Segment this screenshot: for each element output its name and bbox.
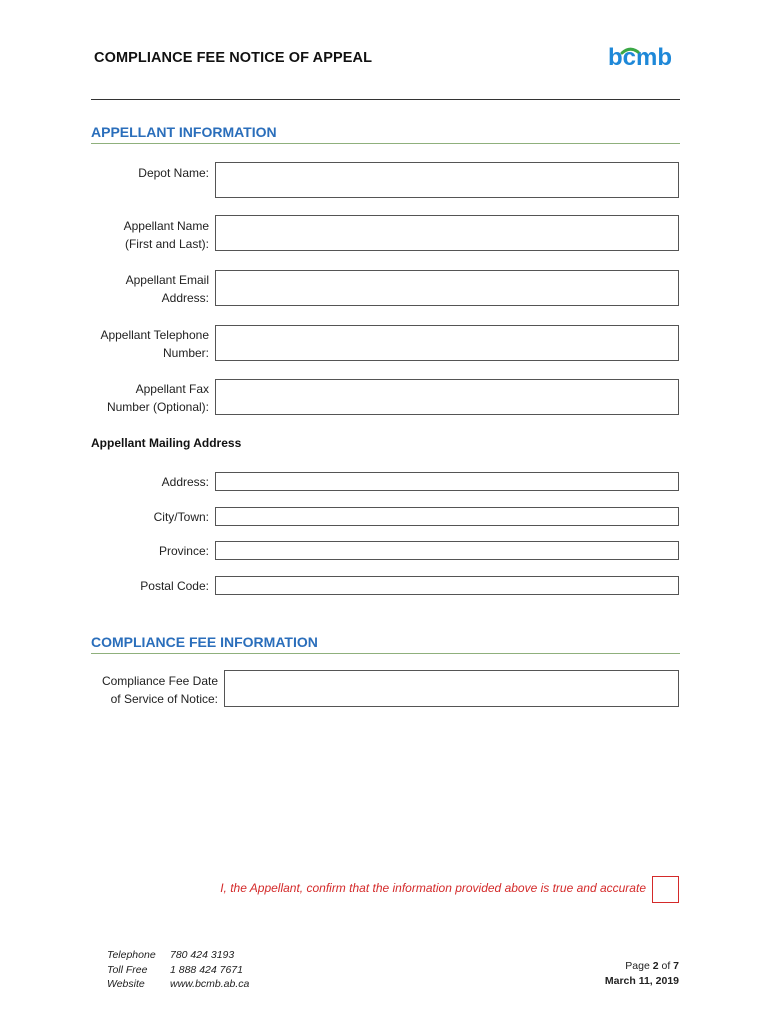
revision-date: March 11, 2019: [604, 974, 679, 987]
document-title: COMPLIANCE FEE NOTICE OF APPEAL: [94, 50, 373, 66]
confirmation-text: I, the Appellant, confirm that the information provided above is true and accurate: [220, 881, 646, 895]
footer-website-row: [107, 977, 249, 992]
website-link[interactable]: www.bcmb.ab.ca: [170, 978, 250, 990]
logo-text: bcmb: [608, 44, 673, 70]
appellant-email-label: Appellant Email Address:: [125, 273, 209, 305]
tollfree-label: Toll Free: [107, 963, 148, 976]
depot-name-label: Depot Name:: [138, 166, 209, 180]
province-label: Province:: [158, 544, 209, 558]
header-divider: [91, 99, 680, 100]
website-label: Website: [107, 978, 145, 990]
appellant-name-label: Appellant Name (First and Last):: [123, 219, 209, 251]
appellant-name-field[interactable]: [215, 215, 679, 251]
postal-code-field[interactable]: [215, 576, 679, 595]
appellant-fax-field[interactable]: [215, 379, 679, 415]
appellant-section-title: APPELLANT INFORMATION: [91, 124, 277, 140]
compliance-date-field[interactable]: [224, 670, 679, 707]
postal-code-label: Postal Code:: [140, 579, 209, 593]
page-number: Page 2 of 7: [625, 960, 679, 972]
appellant-telephone-field[interactable]: [215, 325, 679, 361]
appellant-fax-label: Appellant Fax Number (Optional):: [106, 382, 209, 414]
telephone-label: Telephone: [107, 949, 156, 961]
bcmb-logo: [608, 44, 682, 70]
compliance-date-label: Compliance Fee Date of Service of Notice:: [101, 674, 218, 706]
footer-contact: [107, 948, 249, 992]
city-town-label: City/Town:: [153, 510, 209, 524]
compliance-section-divider: [91, 653, 680, 654]
mailing-address-heading: Appellant Mailing Address: [91, 436, 242, 450]
compliance-section-title: COMPLIANCE FEE INFORMATION: [91, 634, 318, 650]
address-field[interactable]: [215, 472, 679, 491]
appellant-email-field[interactable]: [215, 270, 679, 306]
city-town-field[interactable]: [215, 507, 679, 526]
appellant-section-divider: [91, 143, 680, 144]
footer-tollfree-row: [107, 963, 249, 978]
province-field[interactable]: [215, 541, 679, 560]
address-label: Address:: [161, 475, 209, 489]
depot-name-field[interactable]: [215, 162, 679, 198]
appellant-telephone-label: Appellant Telephone Number:: [100, 328, 209, 360]
confirmation-checkbox[interactable]: [652, 876, 679, 903]
footer-page-info: [605, 959, 679, 988]
footer-telephone-row: [107, 948, 249, 963]
tollfree-value: 1 888 424 7671: [170, 963, 243, 976]
telephone-value: 780 424 3193: [170, 949, 235, 961]
